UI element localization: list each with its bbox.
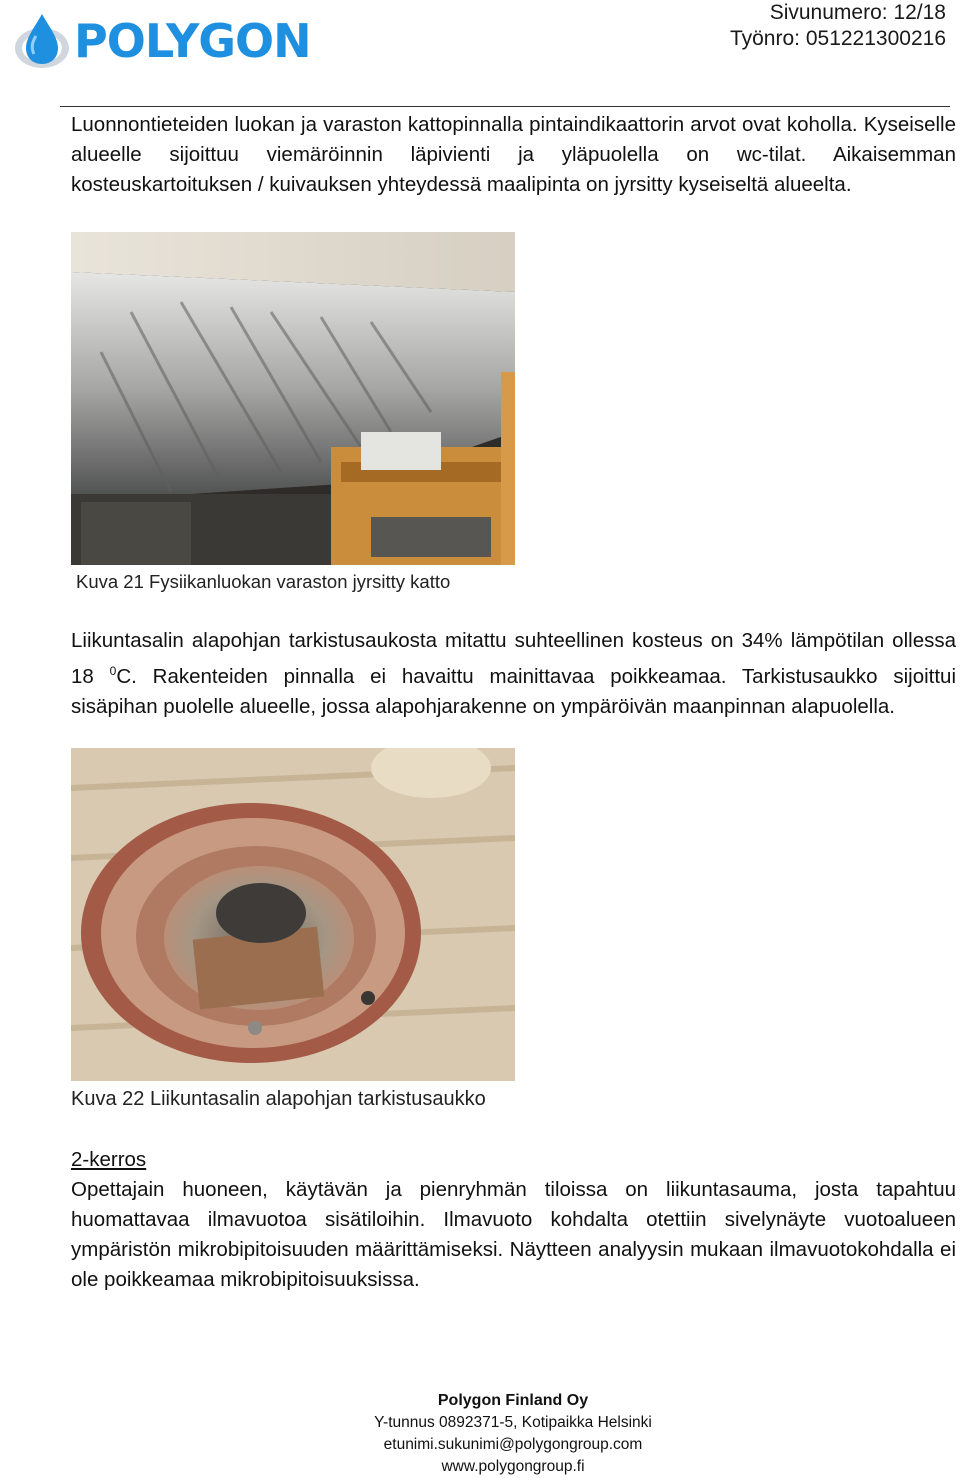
drop-icon: [12, 10, 72, 72]
degree-superscript: 0: [109, 664, 117, 678]
footer-website[interactable]: www.polygongroup.fi: [441, 1458, 585, 1475]
paragraph-2-text-b: C. Rakenteiden pinnalla ei havaittu mainittavaa poikkeamaa. Tarkistusaukko sijoittui sisäpihan puolelle alueelle, jossa alapohjarakenne on ympäröivän maanpinnan alapuolella.: [71, 664, 956, 718]
section-subheading: 2-kerros: [71, 1148, 147, 1171]
page-info: [730, 0, 946, 52]
footer-company: Polygon Finland Oy: [437, 1392, 589, 1409]
job-number-label: Työnro:: [729, 27, 800, 50]
paragraph-2-text-a: Liikuntasalin alapohjan tarkistusaukosta mitattu suhteellinen kosteus on 34% lämpötilan ollessa 18: [71, 629, 956, 688]
photo-ceiling: [71, 232, 515, 565]
paragraph-3: Opettajain huoneen, käytävän ja pienryhmän tiloissa on liikuntasauma, josta tapahtuu huomattavaa ilmavuotoa sisätiloihin. Ilmavuoto kohdalta otettiin sivelynäyte vuotoalueen ympäristön mikrobipitoisuuden määrittämiseksi. Näytteen analyysin mukaan ilmavuotokohdalla ei ole poikkeamaa mikrobipitoisuuksissa.: [71, 1178, 956, 1291]
figure-22-caption: Kuva 22 Liikuntasalin alapohjan tarkistusaukko: [71, 1088, 486, 1110]
footer-email[interactable]: etunimi.sukunimi@polygongroup.com: [383, 1436, 643, 1453]
header-divider: [60, 106, 950, 107]
paragraph-2: [71, 626, 956, 722]
job-number-line: [730, 26, 946, 52]
page-number-label: Sivunumero:: [769, 1, 888, 24]
figure-21-caption: Kuva 21 Fysiikanluokan varaston jyrsitty katto: [76, 571, 451, 592]
page-number: 12/18: [893, 1, 946, 24]
page-number-line: [730, 0, 946, 26]
photo-inspection-hole: [71, 748, 515, 1081]
polygon-logo: [12, 10, 332, 72]
paragraph-1: Luonnontieteiden luokan ja varaston kattopinnalla pintaindikaattorin arvot ovat koholla. Kyseiselle alueelle sijoittuu viemäröinnin läpivienti ja yläpuolella on wc-tilat. Aikaisemman kosteuskartoituksen / kuivauksen yhteydessä maalipinta on jyrsitty kyseiseltä alueelta.: [71, 113, 956, 196]
footer-registration: Y-tunnus 0892371-5, Kotipaikka Helsinki: [374, 1414, 652, 1431]
brand-name: POLYGON: [74, 14, 311, 68]
page-footer: [340, 1390, 686, 1478]
job-number: 051221300216: [805, 27, 946, 50]
